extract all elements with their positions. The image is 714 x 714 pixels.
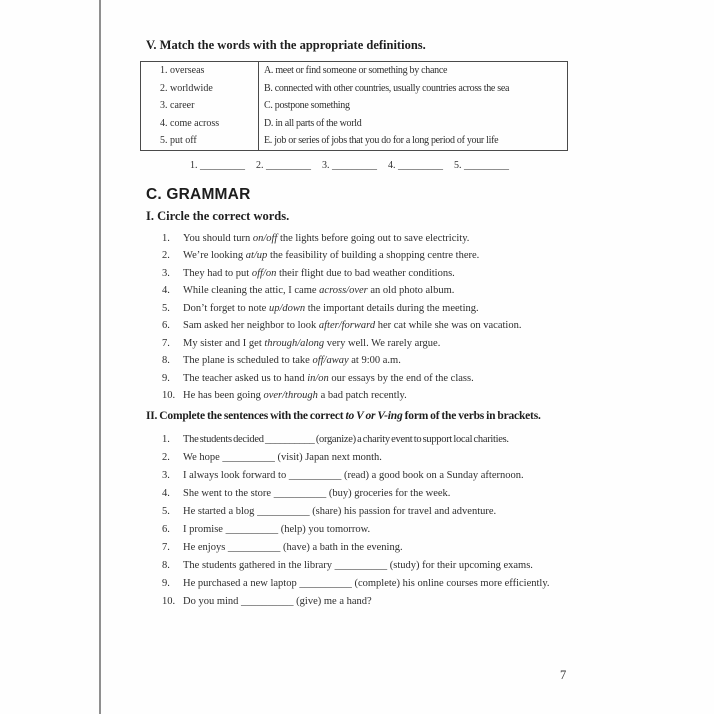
definition-text: C. postpone something [264,100,350,111]
match-table-body [141,62,568,151]
item-text-post: (have) a bath in the evening. [283,542,403,553]
choice-words: off/away [312,355,349,366]
exercise-item [162,540,570,555]
item-text-pre: He purchased a new laptop [183,578,297,589]
answer-number: 4. [388,159,396,171]
item-text-pre: Do you mind [183,596,239,607]
fill-in-blank-line: __________ [288,470,342,481]
answer-blank-line: _________ [464,159,509,171]
definition-text: D. in all parts of the world [264,117,362,129]
item-text [183,302,570,315]
definition-cell [259,132,568,150]
item-number: 9. [162,578,170,589]
word-cell: 1. overseas [141,62,259,80]
item-text-post: their flight due to bad weather conditions. [278,267,455,279]
item-text-pre: You should turn [183,232,251,244]
match-table-row [141,97,568,115]
item-text [183,576,570,591]
answer-number: 1. [190,159,198,171]
choice-words: after/forward [318,320,376,331]
item-number: 10. [162,390,176,401]
choice-words: in/on [307,372,329,384]
item-text-pre: The teacher asked us to hand [183,372,305,384]
definition-cell [259,80,568,98]
answer-blank-line: _________ [398,159,443,171]
item-text [183,337,570,350]
answer-slot [256,159,311,172]
item-text [183,558,570,573]
item-number: 6. [162,320,170,331]
item-text [183,540,570,555]
item-text [183,389,570,402]
fill-in-blank-line: __________ [227,542,281,553]
answer-number: 5. [454,159,462,171]
part2-title-italic: to V or V-ing [345,410,403,422]
match-table-row [141,62,568,80]
match-table-row [141,115,568,133]
item-text-post: (give) me a hand? [296,596,372,607]
item-text [183,372,570,385]
item-text-post: an old photo album. [370,285,455,296]
page-number: 7 [560,668,567,682]
exercise-item [162,468,570,483]
item-number: 1. [162,232,170,244]
item-text-pre: While cleaning the attic, I came [183,285,317,296]
word-cell: 2. worldwide [141,80,259,98]
item-text-pre: The students gathered in the library [183,560,332,571]
exercise-item [162,372,570,385]
item-number: 10. [162,596,176,607]
exercise-item [162,504,570,519]
match-table-row [141,132,568,150]
item-text-pre: I always look forward to [183,470,287,481]
choice-words: on/off [252,232,278,244]
choice-words: up/down [268,302,306,314]
answers-row [190,159,570,172]
item-text-post: a bad patch recently. [320,390,407,401]
definition-text: E. job or series of jobs that you do for a long period of your life [264,135,499,146]
exercise-item [162,249,570,262]
item-text [183,504,570,519]
item-text [183,486,570,501]
word-cell: 3. career [141,97,259,115]
exercise-item [162,354,570,367]
part1-title: I. Circle the correct words. [146,208,290,223]
item-text-post: (visit) Japan next month. [277,452,382,463]
definition-cell [259,62,568,80]
match-table [140,61,568,151]
item-text-post: (organize) a charity event to support local charities. [315,434,509,445]
item-number: 4. [162,285,170,296]
item-text-pre: Don’t forget to note [183,302,267,314]
item-text-post: (read) a good book on a Sunday afternoon. [343,470,524,481]
match-table-row [141,80,568,98]
item-text-post: her cat while she was on vacation. [377,320,522,331]
item-text [183,594,570,609]
answer-slot [454,159,509,172]
exercise-item [162,450,570,465]
fill-in-blank-line: __________ [273,488,327,499]
item-text-pre: He has been going [183,390,261,401]
exercise-item [162,319,570,332]
item-number: 5. [162,302,170,314]
exercise-item [162,232,570,245]
item-text-post: (study) for their upcoming exams. [389,560,533,571]
item-text-post: the feasibility of building a shopping centre there. [269,250,480,261]
fill-in-blank-line: __________ [257,506,310,517]
item-text [183,354,570,367]
item-text-post: (complete) his online courses more efficiently. [354,578,550,589]
item-text-pre: Sam asked her neighbor to look [183,320,317,331]
answer-slot [322,159,377,172]
exercise-item [162,284,570,297]
item-text-post: our essays by the end of the class. [331,372,474,384]
exercise-item [162,389,570,402]
item-number: 5. [162,506,170,517]
item-text-post: very well. We rarely argue. [326,337,441,349]
fill-in-blank-line: __________ [222,452,275,463]
definition-text: A. meet or find someone or something by chance [264,65,448,76]
exercise-item [162,558,570,573]
choice-words: over/through [263,390,318,401]
exercise-item [162,594,570,609]
item-text [183,432,570,447]
item-number: 2. [162,250,170,261]
fill-in-blank-line: __________ [241,596,294,607]
answer-number: 3. [322,159,330,171]
definition-cell [259,97,568,115]
exercise-item [162,302,570,315]
choice-words: at/up [245,250,268,261]
item-number: 1. [162,434,170,445]
word-cell: 4. come across [141,115,259,133]
fill-in-blank-line: __________ [334,560,388,571]
item-text [183,450,570,465]
item-text [183,319,570,332]
definition-text: B. connected with other countries, usually countries across the sea [264,82,510,94]
item-text-pre: He started a blog [183,506,255,517]
item-text [183,267,570,280]
item-text [183,522,570,537]
item-number: 9. [162,372,170,384]
item-text-pre: He enjoys [183,542,226,553]
item-text-post: (help) you tomorrow. [280,524,371,535]
item-text-post: (share) his passion for travel and adventure. [312,506,497,517]
answer-blank-line: _________ [200,159,245,171]
item-number: 8. [162,560,170,571]
exercise-item [162,486,570,501]
part2-title-pre: II. Complete the sentences with the correct [146,410,346,422]
exercise-item [162,432,570,447]
item-text-post: the lights before going out to save electricity. [279,232,470,244]
item-number: 7. [162,337,170,349]
fill-blank-exercise-list [162,432,570,609]
item-text-pre: My sister and I get [183,337,262,349]
exercise-item [162,337,570,350]
word-cell: 5. put off [141,132,259,150]
section-v-title: V. Match the words with the appropriate definitions. [146,38,426,52]
choice-words: off/on [251,267,277,279]
answer-blank-line: _________ [332,159,377,171]
item-number: 6. [162,524,170,535]
grammar-section-title: C. GRAMMAR [146,185,251,203]
part2-title-post: form of the verbs in brackets. [402,410,541,422]
item-number: 3. [162,267,170,279]
page-spine-line [99,0,101,714]
item-number: 8. [162,355,170,366]
item-text-pre: She went to the store [183,488,272,499]
item-text-pre: They had to put [183,267,250,279]
item-text [183,232,570,245]
page-content [146,38,570,612]
item-number: 7. [162,542,170,553]
fill-in-blank-line: __________ [299,578,352,589]
item-text [183,284,570,297]
definition-cell [259,115,568,133]
answer-number: 2. [256,159,264,171]
item-text-pre: I promise [183,524,223,535]
part2-title [146,409,570,424]
answer-slot [190,159,245,172]
item-text [183,468,570,483]
item-text-pre: The plane is scheduled to take [183,355,310,366]
item-text-post: (buy) groceries for the week. [328,488,451,499]
fill-in-blank-line: __________ [264,434,315,445]
item-text-post: at 9:00 a.m. [351,355,401,366]
item-text-pre: We hope [183,452,220,463]
item-number: 2. [162,452,170,463]
exercise-item [162,267,570,280]
item-text-pre: We’re looking [183,250,244,261]
answer-slot [388,159,443,172]
fill-in-blank-line: __________ [225,524,279,535]
exercise-item [162,522,570,537]
item-number: 4. [162,488,170,499]
item-text-post: the important details during the meeting. [307,302,479,314]
answer-blank-line: _________ [266,159,311,171]
exercise-item [162,576,570,591]
item-text [183,249,570,262]
item-text-pre: The students decided [183,434,264,445]
choice-words: through/along [264,337,325,349]
choice-words: across/over [319,285,368,296]
circle-words-exercise-list [162,232,570,403]
item-number: 3. [162,470,170,481]
